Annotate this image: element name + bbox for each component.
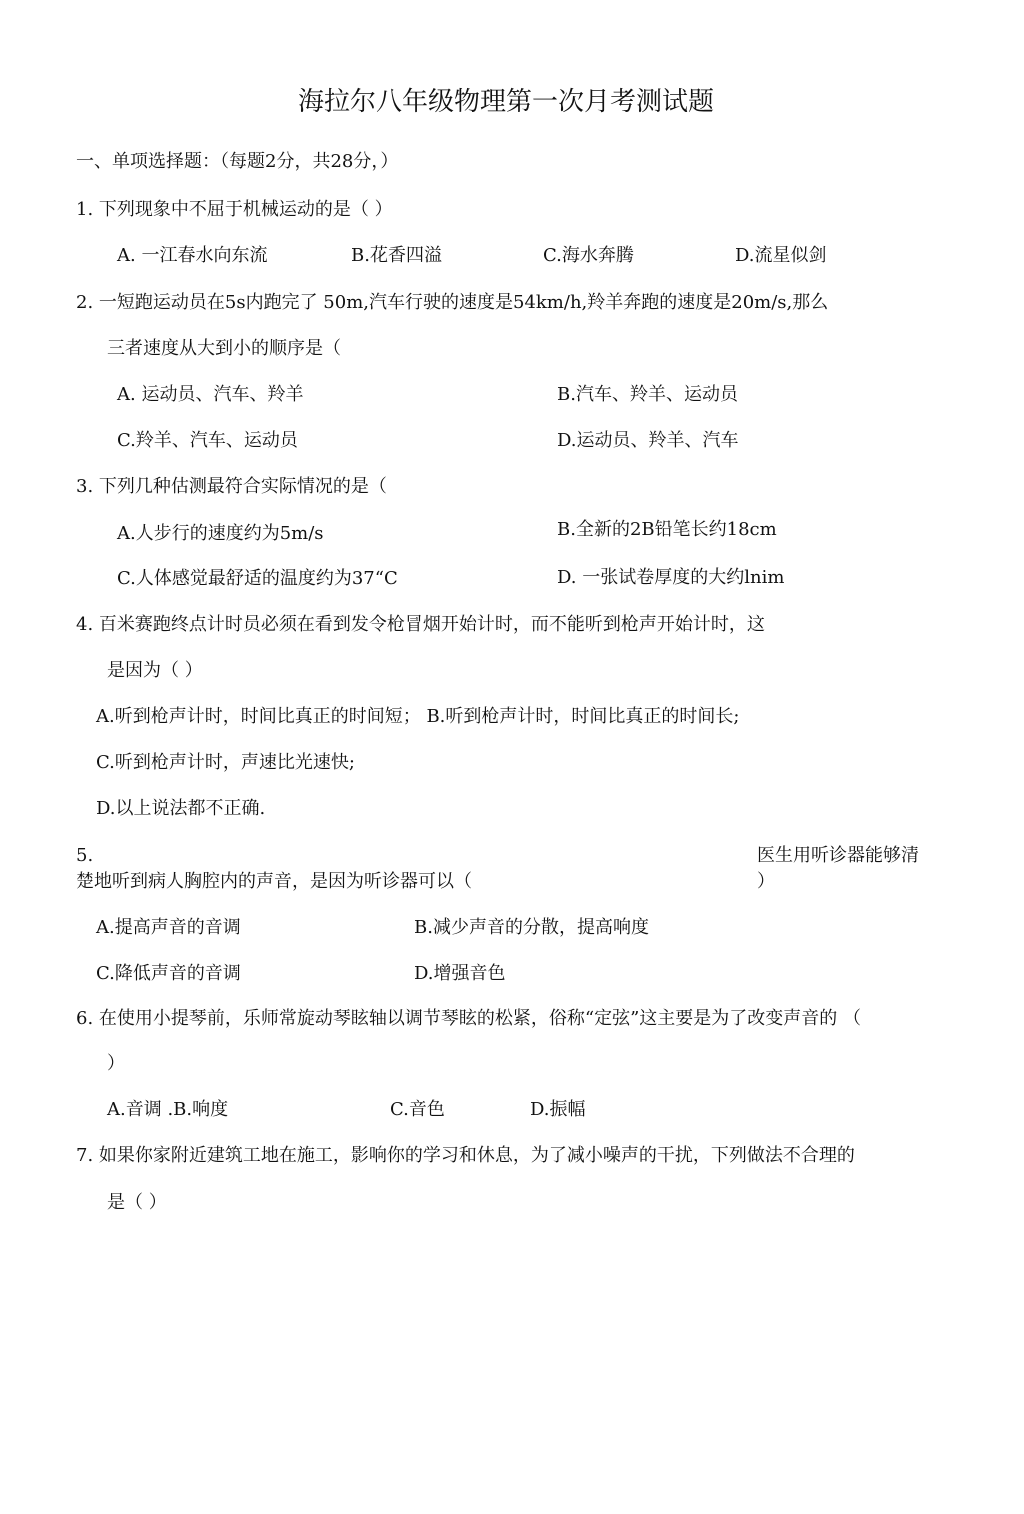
- question-6-stem-line-2: ）: [107, 1053, 125, 1074]
- question-2-stem-line-1: 2. 一短跑运动员在5s内跑完了 50m,汽车行驶的速度是54km/h,羚羊奔跑的速度是20m/s,那么: [76, 292, 829, 313]
- question-4-stem-line-1: 4. 百米赛跑终点计时员必须在看到发令枪冒烟开始计时，而不能听到枪声开始计时，这: [76, 614, 765, 635]
- question-3-option-c: C.人体感觉最舒适的温度约为37“C: [117, 568, 398, 589]
- question-5-option-a: A.提高声音的音调: [96, 917, 241, 938]
- question-1-stem: 1. 下列现象中不屈于机械运动的是（ ）: [76, 199, 393, 220]
- question-7-stem-line-1: 7. 如果你家附近建筑工地在施工，影响你的学习和休息，为了减小噪声的干扰，下列做法不合理的: [76, 1145, 855, 1166]
- question-3-option-a: A.人步行的速度约为5m/s: [117, 523, 324, 544]
- section-heading: 一、单项选择题：（每题2分，共28分，）: [76, 151, 399, 172]
- question-4-option-d: D.以上说法都不正确.: [96, 798, 266, 819]
- question-4-options-ab: A.听到枪声计时，时间比真正的时间短； B.听到枪声计时，时间比真正的时间长;: [96, 706, 740, 727]
- question-5-number: 5.: [76, 845, 94, 866]
- question-4-stem-line-2: 是因为（ ）: [107, 660, 203, 681]
- question-6-options-ab: A.音调 .B.响度: [107, 1099, 229, 1120]
- question-6-option-d: D.振幅: [530, 1099, 586, 1120]
- question-5-option-c: C.降低声音的音调: [96, 963, 241, 984]
- question-2-option-d: D.运动员、羚羊、汽车: [557, 430, 739, 451]
- question-7-stem-line-2: 是（ ）: [107, 1192, 167, 1213]
- question-5-stem-line-2: 楚地听到病人胸腔内的声音，是因为听诊器可以（: [76, 871, 472, 892]
- question-4-option-c: C.听到枪声计时，声速比光速快;: [96, 752, 355, 773]
- question-2-stem-line-2: 三者速度从大到小的顺序是（: [107, 338, 341, 359]
- question-1-option-b: B.花香四溢: [351, 245, 442, 266]
- question-3-stem: 3. 下列几种估测最符合实际情况的是（: [76, 476, 387, 497]
- question-5-option-b: B.减少声音的分散，提高响度: [414, 917, 649, 938]
- question-1-option-d: D.流星似剑: [735, 245, 827, 266]
- question-1-option-a: A. 一江春水向东流: [117, 245, 268, 266]
- question-3-option-d: D. 一张试卷厚度的大约lnim: [557, 567, 785, 588]
- question-3-option-b: B.全新的2B铅笔长约18cm: [557, 519, 777, 540]
- question-2-option-b: B.汽车、羚羊、运动员: [557, 384, 738, 405]
- question-5-stem-right: 医生用听诊器能够清: [757, 845, 919, 866]
- question-2-option-c: C.羚羊、汽车、运动员: [117, 430, 298, 451]
- question-5-closing-paren: ）: [757, 871, 775, 892]
- question-5-option-d: D.增强音色: [414, 963, 506, 984]
- page-title: 海拉尔八年级物理第一次月考测试题: [298, 87, 715, 117]
- question-1-option-c: C.海水奔腾: [543, 245, 634, 266]
- question-6-option-c: C.音色: [390, 1099, 445, 1120]
- question-2-option-a: A. 运动员、汽车、羚羊: [117, 384, 304, 405]
- question-6-stem-line-1: 6. 在使用小提琴前，乐师常旋动琴眩轴以调节琴眩的松紧，俗称“定弦”这主要是为了改变声音的 （: [76, 1008, 862, 1029]
